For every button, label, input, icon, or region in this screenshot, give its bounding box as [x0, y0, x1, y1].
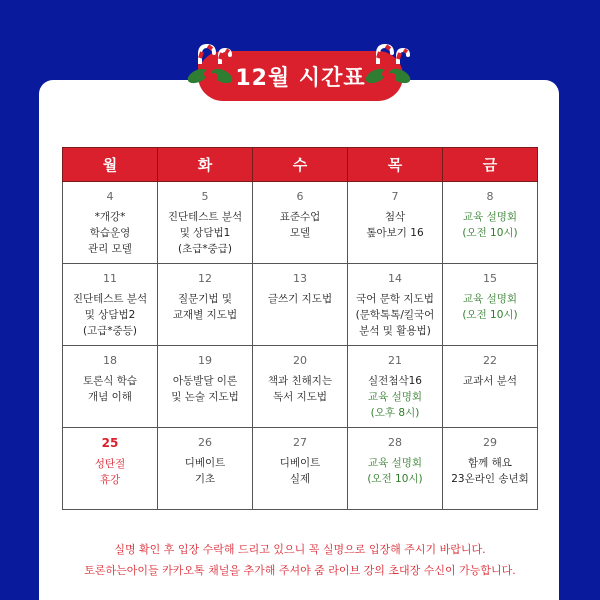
calendar-cell: [253, 428, 348, 510]
event-text: 진단테스트 분석 및 상담법2 (고급*중등): [72, 293, 148, 337]
calendar-cell: [348, 182, 443, 264]
event-text: 표준수업 모델: [279, 211, 321, 239]
day-number: 22: [483, 354, 497, 367]
weekday-header: 화: [158, 148, 253, 182]
day-number: 14: [388, 272, 402, 285]
calendar-cell: [63, 346, 158, 428]
day-number: 13: [293, 272, 307, 285]
week-row: [63, 346, 538, 428]
weekday-header-row: [63, 148, 538, 182]
calendar-cell: [63, 264, 158, 346]
event-text: 아동발달 이론 및 논술 지도법: [171, 375, 239, 403]
day-number: 4: [106, 190, 114, 203]
notice-line-2: 토론하는아이들 카카오톡 채널을 추가해 주셔야 줌 라이브 강의 초대장 수신이 가능합니다.: [84, 564, 516, 577]
calendar-cell: [443, 428, 538, 510]
event-text: 글쓰기 지도법: [267, 293, 333, 305]
event-text: 질문기법 및 교재별 지도법: [172, 293, 238, 321]
calendar-table: [62, 147, 538, 510]
day-number: 20: [293, 354, 307, 367]
day-number: 11: [103, 272, 117, 285]
event-text: 디베이트 기초: [184, 457, 226, 485]
day-number: 15: [483, 272, 497, 285]
event-text: 교과서 분석: [462, 375, 518, 387]
weekday-header: 금: [443, 148, 538, 182]
info-session-text: 교육 설명회 (오전 10시): [367, 457, 423, 485]
calendar-cell: [348, 264, 443, 346]
calendar-cell: [253, 346, 348, 428]
calendar-cell: [158, 182, 253, 264]
holly-candy-cane-icon: [186, 40, 236, 85]
day-number: 5: [201, 190, 209, 203]
week-row: [63, 428, 538, 510]
day-number: 25: [101, 436, 119, 450]
calendar-cell: [158, 346, 253, 428]
event-text: 책과 친해지는 독서 지도법: [267, 375, 333, 403]
info-session-text: 교육 설명회 (오전 10시): [462, 293, 518, 321]
calendar-cell: [63, 428, 158, 510]
calendar-cell: [348, 346, 443, 428]
week-row: [63, 264, 538, 346]
day-number: 29: [483, 436, 497, 449]
day-number: 12: [198, 272, 212, 285]
day-number: 7: [391, 190, 399, 203]
calendar-cell: [443, 346, 538, 428]
calendar-cell: [443, 182, 538, 264]
calendar-cell: [253, 264, 348, 346]
day-number: 18: [103, 354, 117, 367]
event-text: 실전첨삭16: [368, 375, 422, 387]
calendar-cell: [348, 428, 443, 510]
notice-line-1: 실명 확인 후 입장 수락해 드리고 있으니 꼭 실명으로 입장해 주시기 바랍니다.: [114, 543, 486, 556]
weekday-header: 목: [348, 148, 443, 182]
event-text: 진단테스트 분석 및 상담법1 (초급*중급): [167, 211, 243, 255]
day-number: 27: [293, 436, 307, 449]
event-text: 함께 해요 23온라인 송년회: [451, 457, 529, 485]
day-number: 6: [296, 190, 304, 203]
weekday-header: 수: [253, 148, 348, 182]
calendar-cell: [158, 428, 253, 510]
event-text: *개강* 학습운영 관리 모델: [88, 211, 132, 255]
calendar-cell: [443, 264, 538, 346]
day-number: 21: [388, 354, 402, 367]
event-text: 국어 문학 지도법 (문학톡톡/킬국어 분석 및 활용법): [355, 293, 435, 337]
weekday-header: 월: [63, 148, 158, 182]
week-row: [63, 182, 538, 264]
day-number: 28: [388, 436, 402, 449]
calendar-cell: [63, 182, 158, 264]
day-number: 19: [198, 354, 212, 367]
info-session-text: 교육 설명회 (오전 10시): [462, 211, 518, 239]
calendar-body: [63, 182, 538, 510]
event-text: 토론식 학습 개념 이해: [82, 375, 138, 403]
calendar-cell: [158, 264, 253, 346]
calendar-cell: [253, 182, 348, 264]
day-number: 8: [486, 190, 494, 203]
event-text: 첨삭 톺아보기 16: [366, 211, 424, 239]
holly-candy-cane-icon: [364, 40, 414, 85]
page-title: 12월 시간표: [198, 51, 403, 101]
info-session-text: 교육 설명회 (오후 8시): [367, 391, 423, 419]
event-text: 디베이트 실제: [279, 457, 321, 485]
event-text: 성탄절 휴강: [94, 458, 126, 486]
day-number: 26: [198, 436, 212, 449]
